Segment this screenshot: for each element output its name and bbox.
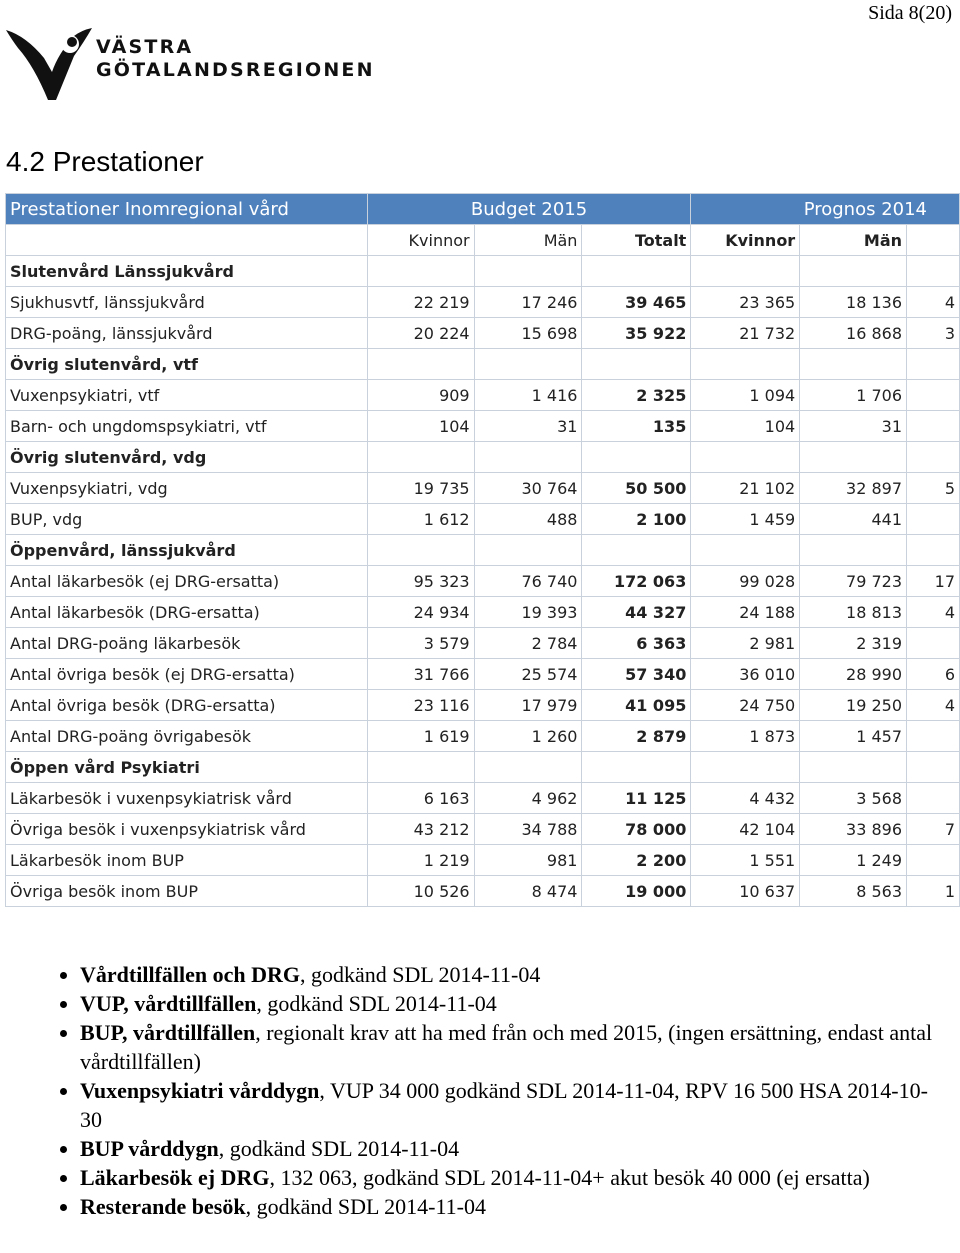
column-header: Män xyxy=(800,225,907,256)
value-cell: 8 563 xyxy=(800,876,907,907)
table-row xyxy=(6,380,960,411)
value-cell: 15 698 xyxy=(474,318,582,349)
value-cell: 4 xyxy=(907,287,960,318)
value-cell xyxy=(907,845,960,876)
section-label: Öppen vård Psykiatri xyxy=(6,752,368,783)
table-row xyxy=(6,318,960,349)
value-cell: 31 766 xyxy=(367,659,474,690)
page-number: Sida 8(20) xyxy=(868,2,952,24)
column-header-row xyxy=(6,225,960,256)
bullet-bold-text: Läkarbesök ej DRG xyxy=(80,1165,270,1190)
prognos-header: Prognos 2014 xyxy=(691,194,960,225)
value-cell: 104 xyxy=(691,411,800,442)
budget-header: Budget 2015 xyxy=(367,194,691,225)
empty-cell xyxy=(907,442,960,473)
table-row xyxy=(6,783,960,814)
empty-cell xyxy=(907,535,960,566)
empty-cell xyxy=(691,752,800,783)
value-cell: 135 xyxy=(582,411,691,442)
value-cell: 36 010 xyxy=(691,659,800,690)
bullet-text: , regionalt krav att ha med från och med 2015, (ingen ersättning, endast antal vårdtillfällen) xyxy=(80,1020,933,1074)
table-row xyxy=(6,721,960,752)
row-label: DRG-poäng, länssjukvård xyxy=(6,318,368,349)
value-cell: 2 200 xyxy=(582,845,691,876)
row-label: Antal övriga besök (ej DRG-ersatta) xyxy=(6,659,368,690)
empty-cell xyxy=(582,256,691,287)
row-label: Läkarbesök inom BUP xyxy=(6,845,368,876)
value-cell: 1 551 xyxy=(691,845,800,876)
value-cell: 44 327 xyxy=(582,597,691,628)
value-cell: 78 000 xyxy=(582,814,691,845)
value-cell: 32 897 xyxy=(800,473,907,504)
value-cell: 39 465 xyxy=(582,287,691,318)
table-row xyxy=(6,597,960,628)
value-cell: 23 116 xyxy=(367,690,474,721)
row-label: Sjukhusvtf, länssjukvård xyxy=(6,287,368,318)
value-cell: 172 063 xyxy=(582,566,691,597)
value-cell: 79 723 xyxy=(800,566,907,597)
logo-mark-icon xyxy=(4,26,94,106)
value-cell: 1 612 xyxy=(367,504,474,535)
logo-line-1: VÄSTRA xyxy=(96,36,194,58)
value-cell: 6 xyxy=(907,659,960,690)
empty-cell xyxy=(907,349,960,380)
value-cell: 41 095 xyxy=(582,690,691,721)
value-cell: 35 922 xyxy=(582,318,691,349)
bullet-bold-text: Vuxenpsykiatri vårddygn xyxy=(80,1078,320,1103)
value-cell: 441 xyxy=(800,504,907,535)
column-header: Män xyxy=(474,225,582,256)
value-cell: 10 526 xyxy=(367,876,474,907)
bullet-text: , 132 063, godkänd SDL 2014-11-04+ akut besök 40 000 (ej ersatta) xyxy=(269,1165,870,1190)
empty-cell xyxy=(691,349,800,380)
empty-cell xyxy=(474,349,582,380)
row-label: Antal övriga besök (DRG-ersatta) xyxy=(6,690,368,721)
empty-cell xyxy=(474,256,582,287)
column-header: Kvinnor xyxy=(691,225,800,256)
bullet-text: , godkänd SDL 2014-11-04 xyxy=(218,1136,460,1161)
value-cell: 3 568 xyxy=(800,783,907,814)
value-cell: 4 962 xyxy=(474,783,582,814)
table-section-row xyxy=(6,256,960,287)
value-cell: 16 868 xyxy=(800,318,907,349)
empty-cell xyxy=(367,535,474,566)
table-row xyxy=(6,845,960,876)
value-cell: 4 xyxy=(907,597,960,628)
bullet-item xyxy=(80,960,940,989)
value-cell: 23 365 xyxy=(691,287,800,318)
value-cell: 1 094 xyxy=(691,380,800,411)
column-header: Kvinnor xyxy=(367,225,474,256)
empty-cell xyxy=(367,349,474,380)
value-cell xyxy=(907,721,960,752)
empty-cell xyxy=(800,535,907,566)
value-cell: 1 416 xyxy=(474,380,582,411)
table-row xyxy=(6,473,960,504)
empty-cell xyxy=(582,752,691,783)
table-header-row xyxy=(6,194,960,225)
value-cell: 25 574 xyxy=(474,659,582,690)
row-label: Barn- och ungdomspsykiatri, vtf xyxy=(6,411,368,442)
row-label: Läkarbesök i vuxenpsykiatrisk vård xyxy=(6,783,368,814)
bullet-text: , godkänd SDL 2014-11-04 xyxy=(300,962,541,987)
value-cell: 50 500 xyxy=(582,473,691,504)
bullet-item xyxy=(80,1018,940,1076)
row-label: Antal DRG-poäng övrigabesök xyxy=(6,721,368,752)
bullet-item xyxy=(80,1192,940,1221)
empty-cell xyxy=(800,349,907,380)
value-cell: 34 788 xyxy=(474,814,582,845)
empty-cell xyxy=(582,442,691,473)
table-section-row xyxy=(6,535,960,566)
value-cell: 19 000 xyxy=(582,876,691,907)
value-cell: 99 028 xyxy=(691,566,800,597)
value-cell: 43 212 xyxy=(367,814,474,845)
value-cell: 18 813 xyxy=(800,597,907,628)
value-cell: 1 457 xyxy=(800,721,907,752)
value-cell: 1 260 xyxy=(474,721,582,752)
row-label: BUP, vdg xyxy=(6,504,368,535)
value-cell: 30 764 xyxy=(474,473,582,504)
bullet-bold-text: VUP, vårdtillfällen xyxy=(80,991,257,1016)
value-cell: 2 784 xyxy=(474,628,582,659)
value-cell: 24 934 xyxy=(367,597,474,628)
row-label: Vuxenpsykiatri, vdg xyxy=(6,473,368,504)
value-cell: 2 981 xyxy=(691,628,800,659)
empty-cell xyxy=(582,349,691,380)
value-cell: 31 xyxy=(800,411,907,442)
value-cell: 2 100 xyxy=(582,504,691,535)
value-cell: 21 732 xyxy=(691,318,800,349)
table-title: Prestationer Inomregional vård xyxy=(6,194,368,225)
bullet-list xyxy=(0,960,940,1221)
empty-cell xyxy=(582,535,691,566)
table-row xyxy=(6,411,960,442)
value-cell: 2 319 xyxy=(800,628,907,659)
value-cell: 17 xyxy=(907,566,960,597)
table-row xyxy=(6,287,960,318)
value-cell: 33 896 xyxy=(800,814,907,845)
empty-cell xyxy=(691,256,800,287)
table-section-row xyxy=(6,752,960,783)
value-cell: 6 163 xyxy=(367,783,474,814)
value-cell: 10 637 xyxy=(691,876,800,907)
value-cell: 18 136 xyxy=(800,287,907,318)
value-cell: 8 474 xyxy=(474,876,582,907)
empty-cell xyxy=(367,752,474,783)
table-row xyxy=(6,876,960,907)
value-cell: 3 xyxy=(907,318,960,349)
value-cell: 57 340 xyxy=(582,659,691,690)
value-cell: 3 579 xyxy=(367,628,474,659)
logo-line-2: GÖTALANDSREGIONEN xyxy=(96,59,375,81)
bullet-item xyxy=(80,1163,940,1192)
value-cell: 19 250 xyxy=(800,690,907,721)
value-cell: 31 xyxy=(474,411,582,442)
row-label: Övriga besök i vuxenpsykiatrisk vård xyxy=(6,814,368,845)
column-header-blank xyxy=(6,225,368,256)
row-label: Vuxenpsykiatri, vtf xyxy=(6,380,368,411)
table-row xyxy=(6,504,960,535)
value-cell: 76 740 xyxy=(474,566,582,597)
value-cell: 19 735 xyxy=(367,473,474,504)
value-cell: 21 102 xyxy=(691,473,800,504)
empty-cell xyxy=(800,752,907,783)
value-cell: 20 224 xyxy=(367,318,474,349)
bullet-bold-text: Resterande besök xyxy=(80,1194,246,1219)
value-cell: 4 432 xyxy=(691,783,800,814)
column-header: Totalt xyxy=(582,225,691,256)
value-cell: 17 979 xyxy=(474,690,582,721)
vgr-logo xyxy=(4,26,404,106)
logo-text xyxy=(96,36,375,82)
bullet-text: , godkänd SDL 2014-11-04 xyxy=(256,991,497,1016)
value-cell: 2 325 xyxy=(582,380,691,411)
value-cell xyxy=(907,380,960,411)
value-cell: 1 249 xyxy=(800,845,907,876)
value-cell: 1 219 xyxy=(367,845,474,876)
value-cell: 24 750 xyxy=(691,690,800,721)
bullet-text: , godkänd SDL 2014-11-04 xyxy=(245,1194,486,1219)
table-row xyxy=(6,628,960,659)
bullet-bold-text: BUP, vårdtillfällen xyxy=(80,1020,256,1045)
value-cell: 42 104 xyxy=(691,814,800,845)
section-label: Öppenvård, länssjukvård xyxy=(6,535,368,566)
bullet-item xyxy=(80,1076,940,1134)
empty-cell xyxy=(474,535,582,566)
value-cell: 28 990 xyxy=(800,659,907,690)
value-cell: 22 219 xyxy=(367,287,474,318)
empty-cell xyxy=(691,535,800,566)
column-header-cut xyxy=(907,225,960,256)
value-cell: 488 xyxy=(474,504,582,535)
value-cell: 1 873 xyxy=(691,721,800,752)
bullet-item xyxy=(80,1134,940,1163)
table-row xyxy=(6,566,960,597)
section-label: Slutenvård Länssjukvård xyxy=(6,256,368,287)
empty-cell xyxy=(800,442,907,473)
row-label: Antal DRG-poäng läkarbesök xyxy=(6,628,368,659)
value-cell xyxy=(907,411,960,442)
empty-cell xyxy=(367,256,474,287)
value-cell: 17 246 xyxy=(474,287,582,318)
value-cell: 7 xyxy=(907,814,960,845)
value-cell: 981 xyxy=(474,845,582,876)
empty-cell xyxy=(367,442,474,473)
value-cell: 5 xyxy=(907,473,960,504)
section-label: Övrig slutenvård, vdg xyxy=(6,442,368,473)
empty-cell xyxy=(691,442,800,473)
row-label: Antal läkarbesök (ej DRG-ersatta) xyxy=(6,566,368,597)
table-row xyxy=(6,814,960,845)
value-cell: 104 xyxy=(367,411,474,442)
value-cell: 24 188 xyxy=(691,597,800,628)
empty-cell xyxy=(474,442,582,473)
empty-cell xyxy=(800,256,907,287)
value-cell: 19 393 xyxy=(474,597,582,628)
bullet-bold-text: BUP vårddygn xyxy=(80,1136,219,1161)
value-cell: 1 459 xyxy=(691,504,800,535)
value-cell: 1 706 xyxy=(800,380,907,411)
value-cell xyxy=(907,504,960,535)
empty-cell xyxy=(907,752,960,783)
bullet-bold-text: Vårdtillfällen och DRG xyxy=(80,962,300,987)
bullet-item xyxy=(80,989,940,1018)
section-label: Övrig slutenvård, vtf xyxy=(6,349,368,380)
table-row xyxy=(6,659,960,690)
row-label: Övriga besök inom BUP xyxy=(6,876,368,907)
table-section-row xyxy=(6,349,960,380)
value-cell xyxy=(907,783,960,814)
bullet-text: , VUP 34 000 godkänd SDL 2014-11-04, RPV 16 500 HSA 2014-10-30 xyxy=(80,1078,928,1132)
value-cell xyxy=(907,628,960,659)
value-cell: 1 xyxy=(907,876,960,907)
value-cell: 1 619 xyxy=(367,721,474,752)
empty-cell xyxy=(474,752,582,783)
row-label: Antal läkarbesök (DRG-ersatta) xyxy=(6,597,368,628)
value-cell: 4 xyxy=(907,690,960,721)
section-title: 4.2 Prestationer xyxy=(6,146,204,177)
value-cell: 95 323 xyxy=(367,566,474,597)
value-cell: 6 363 xyxy=(582,628,691,659)
value-cell: 909 xyxy=(367,380,474,411)
table-row xyxy=(6,690,960,721)
value-cell: 2 879 xyxy=(582,721,691,752)
empty-cell xyxy=(907,256,960,287)
prestationer-table xyxy=(5,193,960,907)
value-cell: 11 125 xyxy=(582,783,691,814)
table-section-row xyxy=(6,442,960,473)
